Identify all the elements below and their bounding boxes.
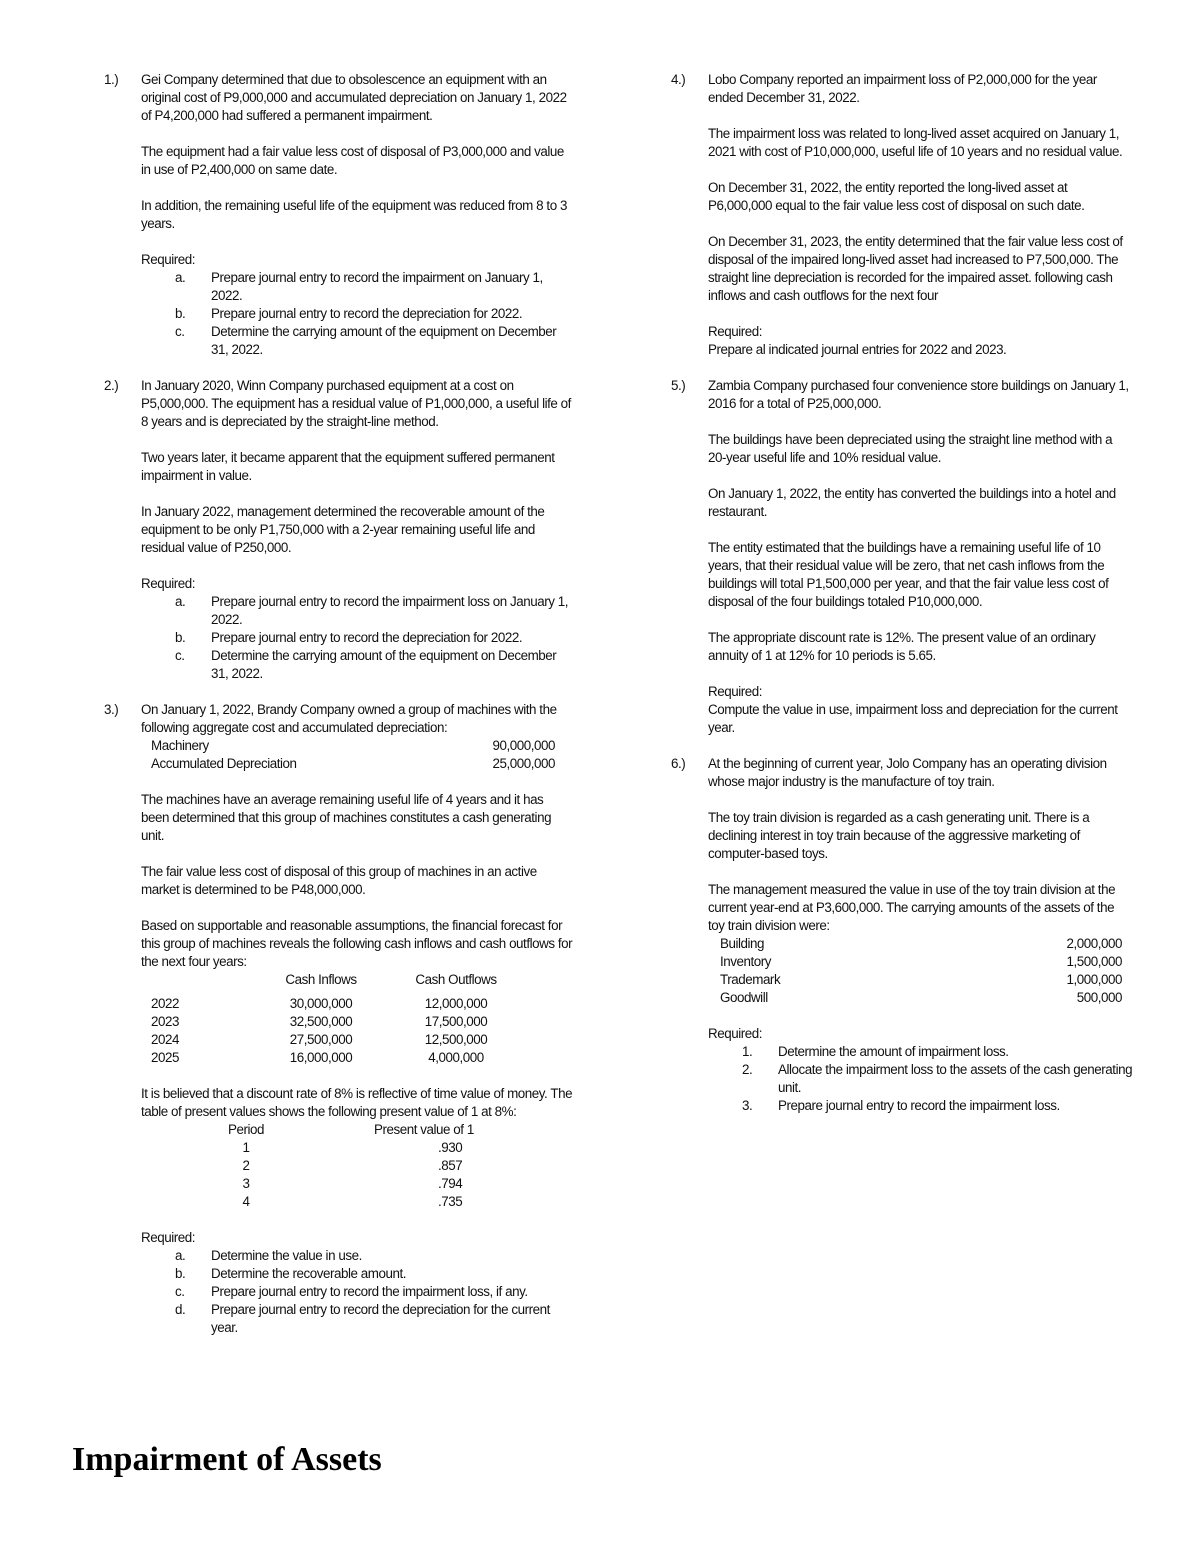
problem-paragraph: The equipment had a fair value less cost of disposal of P3,000,000 and value in use of P2,400,000 on same date. [141, 144, 564, 177]
required-item: b. Determine the recoverable amount. [175, 1266, 407, 1281]
document-title: Impairment of Assets [72, 1441, 382, 1478]
required-heading: Required: [141, 576, 196, 591]
problem-paragraph: On December 31, 2023, the entity determined that the fair value less cost of disposal of the impaired long-lived asset had increased to P7,500,000. The straight line depreciation is recorded for the impaired asset. following cash inflows and cash outflows for the next four [708, 234, 1123, 303]
table-row: Building 2,000,000 [720, 936, 1122, 951]
table-row: 1 .930 [242, 1140, 463, 1155]
present-value-table [226, 1121, 536, 1211]
column-header: Cash Inflows [285, 972, 357, 987]
table-row: 2024 27,500,000 12,500,000 [151, 1032, 488, 1047]
required-item: 1. Determine the amount of impairment loss. [742, 1044, 1009, 1059]
problem-paragraph: It is believed that a discount rate of 8% is reflective of time value of money. The table of present values shows the following present value of 1 at 8%: [141, 1086, 573, 1119]
required-text: Compute the value in use, impairment loss and depreciation for the current year. [708, 702, 1118, 735]
problem-paragraph: The fair value less cost of disposal of this group of machines in an active market is determined to be P48,000,000. [141, 864, 537, 897]
problem-number: 4.) [671, 72, 686, 87]
problem-number: 5.) [671, 378, 686, 393]
table-row: 3 .794 [242, 1176, 463, 1191]
table-header-row [151, 971, 531, 995]
required-heading: Required: [141, 1230, 196, 1245]
required-item: b. Prepare journal entry to record the depreciation for 2022. [175, 306, 523, 321]
table-row: 4 .735 [242, 1194, 463, 1209]
column-header: Present value of 1 [374, 1122, 474, 1137]
problem-paragraph: In January 2022, management determined the recoverable amount of the equipment to be only P1,750,000 with a 2-year remaining useful life and residual value of P250,000. [141, 504, 545, 555]
required-heading: Required: [708, 1026, 763, 1041]
required-heading: Required: [708, 324, 763, 339]
table-row: 2025 16,000,000 4,000,000 [151, 1050, 484, 1065]
asset-table [720, 935, 1122, 1007]
problem-number: 2.) [104, 378, 119, 393]
problem-paragraph: On January 1, 2022, Brandy Company owned a group of machines with the following aggregate cost and accumulated depreciation: [141, 702, 557, 735]
problem-4 [671, 71, 1133, 359]
required-heading: Required: [708, 684, 763, 699]
problem-paragraph: Two years later, it became apparent that the equipment suffered permanent impairment in value. [141, 450, 555, 483]
right-column [671, 71, 1133, 1133]
left-column [104, 71, 574, 1355]
required-item: a. Prepare journal entry to record the impairment loss on January 1, 2022. [175, 594, 569, 627]
problem-paragraph: Lobo Company reported an impairment loss of P2,000,000 for the year ended December 31, 2022. [708, 72, 1097, 105]
required-text: Prepare al indicated journal entries for 2022 and 2023. [708, 342, 1007, 357]
problem-paragraph: Zambia Company purchased four convenience store buildings on January 1, 2016 for a total of P25,000,000. [708, 378, 1129, 411]
problem-6 [671, 755, 1133, 1115]
required-heading: Required: [141, 252, 196, 267]
table-row: 2022 30,000,000 12,000,000 [151, 996, 488, 1011]
problem-paragraph: At the beginning of current year, Jolo Company has an operating division whose major industry is the manufacture of toy train. [708, 756, 1107, 789]
required-item: a. Prepare journal entry to record the impairment on January 1, 2022. [175, 270, 543, 303]
table-row: Machinery 90,000,000 [151, 738, 555, 753]
required-item: c. Prepare journal entry to record the impairment loss, if any. [175, 1284, 528, 1299]
problem-number: 1.) [104, 72, 119, 87]
table-row: Accumulated Depreciation 25,000,000 [151, 756, 555, 771]
table-row: Inventory 1,500,000 [720, 954, 1122, 969]
required-item: a. Determine the value in use. [175, 1248, 362, 1263]
table-row: Trademark 1,000,000 [720, 972, 1122, 987]
required-list [141, 1247, 574, 1337]
problem-paragraph: On January 1, 2022, the entity has converted the buildings into a hotel and restaurant. [708, 486, 1116, 519]
problem-3 [104, 701, 574, 1337]
required-item: b. Prepare journal entry to record the depreciation for 2022. [175, 630, 523, 645]
problem-paragraph: In January 2020, Winn Company purchased equipment at a cost on P5,000,000. The equipment has a residual value of P1,000,000, a useful life of 8 years and is depreciated by the straight-line method. [141, 378, 571, 429]
column-header: Period [227, 1122, 264, 1137]
problem-5 [671, 377, 1133, 737]
problem-number: 3.) [104, 702, 119, 717]
required-item: 3. Prepare journal entry to record the impairment loss. [742, 1098, 1060, 1113]
required-item: 2. Allocate the impairment loss to the assets of the cash generating unit. [742, 1062, 1133, 1095]
problem-paragraph: The entity estimated that the buildings have a remaining useful life of 10 years, that their residual value will be zero, that net cash inflows from the buildings will total P1,500,000 per year, and that the fair value less cost of disposal of the four buildings totaled P10,000,000. [708, 540, 1109, 609]
problem-paragraph: The toy train division is regarded as a cash generating unit. There is a declining interest in toy train because of the aggressive marketing of computer-based toys. [708, 810, 1090, 861]
problem-1 [104, 71, 574, 359]
problem-paragraph: Based on supportable and reasonable assumptions, the financial forecast for this group of machines reveals the following cash inflows and cash outflows for the next four years: [141, 918, 573, 969]
required-list [708, 1043, 1133, 1115]
table-row: 2023 32,500,000 17,500,000 [151, 1014, 488, 1029]
machinery-table [151, 737, 555, 773]
problem-paragraph: The appropriate discount rate is 12%. The present value of an ordinary annuity of 1 at 12% for 10 periods is 5.65. [708, 630, 1096, 663]
problem-2 [104, 377, 574, 683]
required-item: c. Determine the carrying amount of the equipment on December 31, 2022. [175, 648, 557, 681]
required-list [141, 593, 574, 683]
problem-paragraph: On December 31, 2022, the entity reported the long-lived asset at P6,000,000 equal to the fair value less cost of disposal on such date. [708, 180, 1085, 213]
column-header: Cash Outflows [415, 972, 497, 987]
table-header-row [226, 1121, 536, 1139]
problem-paragraph: In addition, the remaining useful life of the equipment was reduced from 8 to 3 years. [141, 198, 567, 231]
problem-paragraph: The management measured the value in use of the toy train division at the current year-end at P3,600,000. The carrying amounts of the assets of the toy train division were: [708, 882, 1116, 933]
cash-flow-table [151, 971, 531, 1067]
problem-paragraph: The buildings have been depreciated using the straight line method with a 20-year useful life and 10% residual value. [708, 432, 1113, 465]
table-row: 2 .857 [242, 1158, 463, 1173]
required-item: d. Prepare journal entry to record the depreciation for the current year. [175, 1302, 550, 1335]
problem-paragraph: The impairment loss was related to long-lived asset acquired on January 1, 2021 with cost of P10,000,000, useful life of 10 years and no residual value. [708, 126, 1123, 159]
problem-paragraph: Gei Company determined that due to obsolescence an equipment with an original cost of P9,000,000 and accumulated depreciation on January 1, 2022 of P4,200,000 had suffered a permanent impairment. [141, 72, 567, 123]
required-list [141, 269, 574, 359]
problem-number: 6.) [671, 756, 686, 771]
table-row: Goodwill 500,000 [720, 990, 1122, 1005]
required-item: c. Determine the carrying amount of the equipment on December 31, 2022. [175, 324, 557, 357]
problem-paragraph: The machines have an average remaining useful life of 4 years and it has been determined that this group of machines constitutes a cash generating unit. [141, 792, 552, 843]
